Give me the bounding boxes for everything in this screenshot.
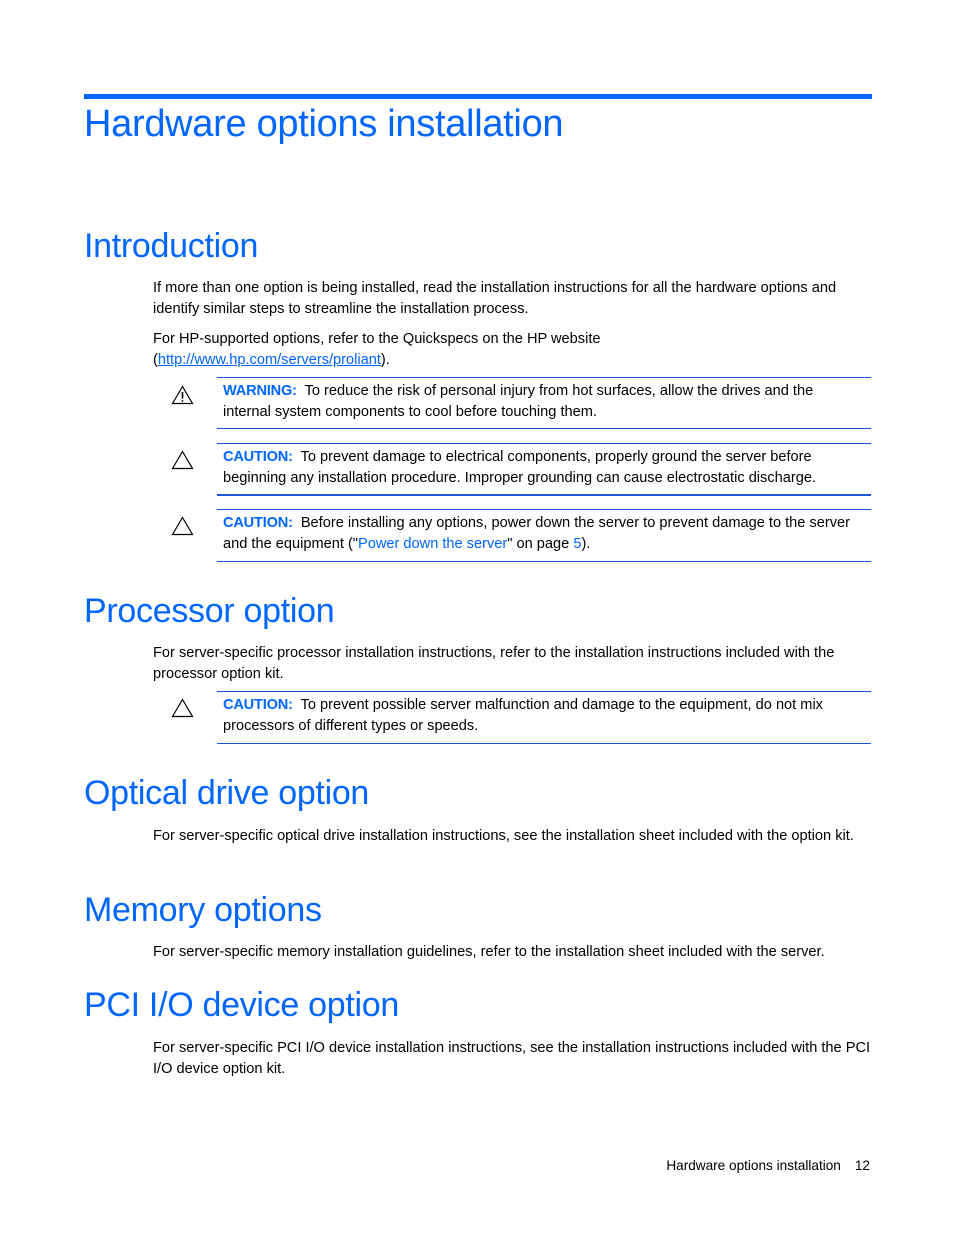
caution-icon <box>171 698 194 718</box>
memory-paragraph: For server-specific memory installation guidelines, refer to the installation sheet included with the server. <box>153 944 825 960</box>
warning-icon <box>171 385 194 405</box>
title-rule <box>84 94 872 99</box>
page-5-link[interactable]: 5 <box>573 536 582 552</box>
caution-note-power-down: CAUTION: Before installing any options, power down the server to prevent damage to the server and the equipment ("Power down the server" on page 5). <box>217 509 871 562</box>
caution-label: CAUTION: <box>223 449 293 465</box>
page-number: 12 <box>854 1158 870 1173</box>
page-footer <box>666 1158 870 1173</box>
intro-paragraph-2: For HP-supported options, refer to the Quickspecs on the HP website (http://www.hp.com/servers/proliant). <box>153 331 601 368</box>
caution-note-processor <box>217 691 871 744</box>
caution-text: To prevent possible server malfunction and damage to the equipment, do not mix processors of different types or speeds. <box>223 697 823 734</box>
heading-optical-drive-option: Optical drive option <box>84 774 370 812</box>
caution-icon <box>171 516 194 536</box>
processor-paragraph: For server-specific processor installation instructions, refer to the installation instructions included with the processor option kit. <box>153 645 835 682</box>
caution-label: CAUTION: <box>223 515 293 531</box>
warning-note <box>217 377 871 429</box>
caution-text: To prevent damage to electrical components, properly ground the server before beginning any installation procedure. Improper grounding can cause electrostatic discharge. <box>223 449 817 486</box>
intro-paragraph-1: If more than one option is being installed, read the installation instructions for all the hardware options and identify similar steps to streamline the installation process. <box>153 280 837 317</box>
warning-text: To reduce the risk of personal injury from hot surfaces, allow the drives and the internal system components to cool before touching them. <box>223 383 814 420</box>
power-down-link[interactable]: Power down the server <box>358 536 508 552</box>
caution-note-grounding <box>217 443 871 496</box>
footer-title: Hardware options installation <box>666 1158 841 1173</box>
optical-paragraph: For server-specific optical drive installation instructions, see the installation sheet included with the option kit. <box>153 828 854 844</box>
heading-memory-options: Memory options <box>84 891 322 929</box>
page-title: Hardware options installation <box>84 103 564 145</box>
hp-website-link[interactable]: http://www.hp.com/servers/proliant <box>157 351 381 368</box>
heading-introduction: Introduction <box>84 227 259 265</box>
warning-label: WARNING: <box>223 383 297 399</box>
caution-icon <box>171 450 194 470</box>
heading-processor-option: Processor option <box>84 592 335 630</box>
intro-paragraph-2-text: For HP-supported options, refer to the Quickspecs on the HP website <box>153 331 601 347</box>
pci-paragraph: For server-specific PCI I/O device installation instructions, see the installation instructions included with the PCI I/O device option kit. <box>153 1040 871 1077</box>
caution-label: CAUTION: <box>223 697 293 713</box>
heading-pci-io-device-option: PCI I/O device option <box>84 986 399 1024</box>
